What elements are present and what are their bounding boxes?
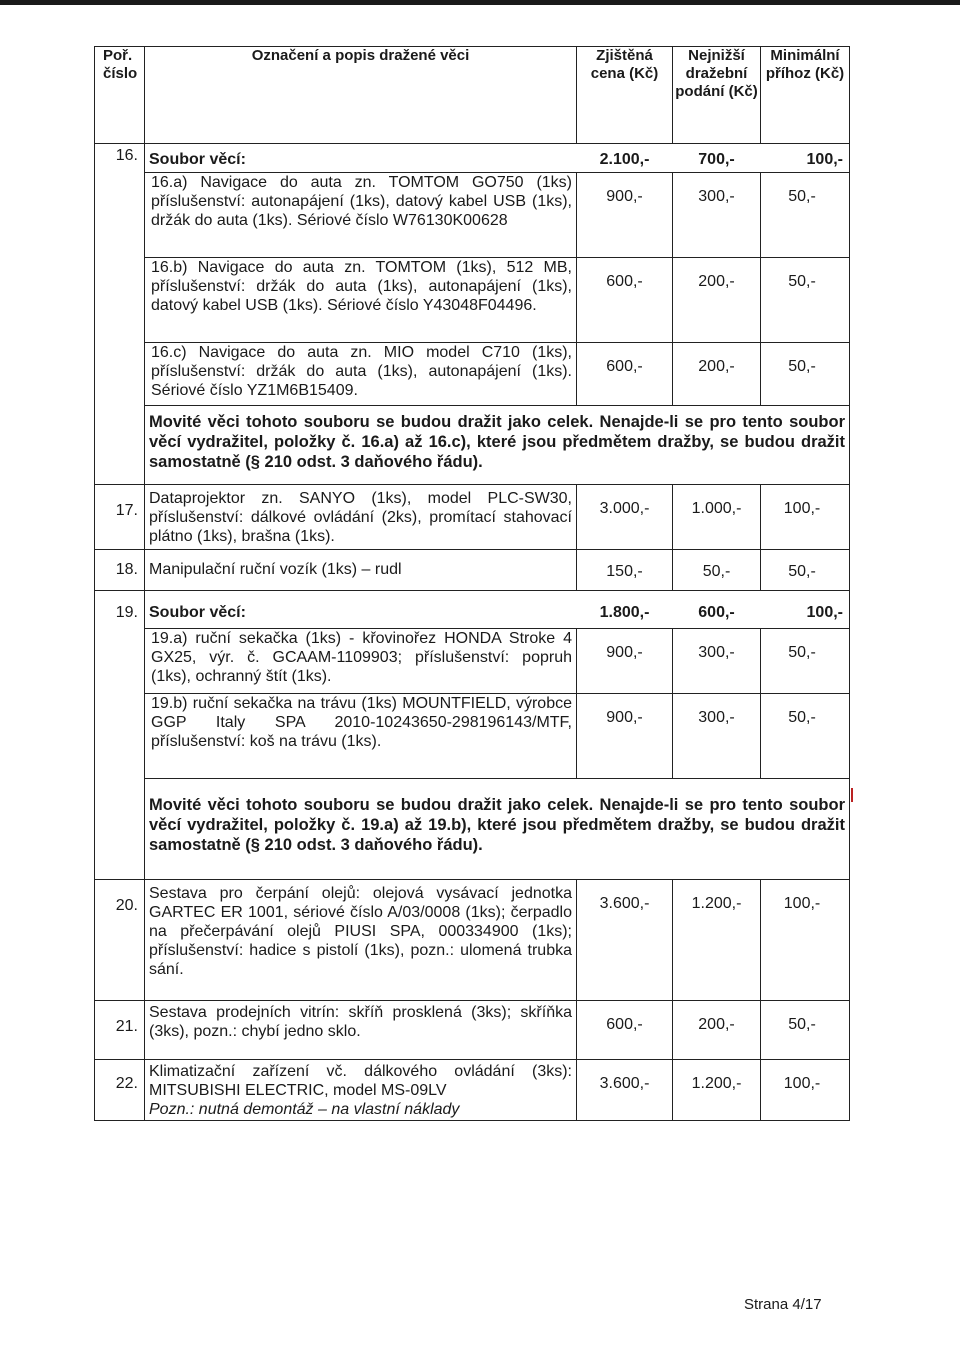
item-price: 3.000,-	[577, 485, 673, 550]
table-row-16b	[95, 258, 850, 343]
item-description	[145, 1060, 577, 1121]
page-top-border	[0, 0, 960, 5]
sub-item-increment: 50,-	[761, 343, 850, 406]
item-increment: 100,-	[761, 880, 850, 1001]
margin-mark	[851, 788, 853, 802]
set-note: Movité věci tohoto souboru se budou dražit jako celek. Nenajde-li se pro tento soubor věcí vydražitel, položky č. 19.a) až 19.b), které jsou předmětem dražby, se budou dražit samostatně (§ 210 odst. 3 daňového řádu).	[145, 779, 850, 880]
item-price: 150,-	[577, 550, 673, 591]
table-row-16c	[95, 343, 850, 406]
item-number: 17.	[95, 485, 145, 550]
item-description-main: Klimatizační zařízení vč. dálkového ovládání (3ks): MITSUBISHI ELECTRIC, model MS-09LV	[149, 1063, 572, 1099]
sub-item-increment: 50,-	[761, 629, 850, 694]
sub-item-min-bid: 300,-	[673, 694, 761, 779]
item-price: 2.100,-	[599, 151, 650, 168]
item-increment: 100,-	[761, 485, 850, 550]
table-row-19-note	[95, 779, 850, 880]
sub-item-price: 900,-	[577, 629, 673, 694]
item-description: Dataprojektor zn. SANYO (1ks), model PLC-SW30, příslušenství: dálkové ovládání (2ks), promítací stahovací plátno (1ks), brašna (1ks).	[145, 485, 577, 550]
item-number: 18.	[95, 550, 145, 591]
table-row-16	[95, 144, 850, 173]
sub-item-increment: 50,-	[761, 694, 850, 779]
item-number: 21.	[95, 1001, 145, 1060]
header-description: Označení a popis dražené věci	[145, 47, 577, 144]
table-row-19b	[95, 694, 850, 779]
item-min-bid: 600,-	[698, 604, 735, 621]
sub-item-price: 600,-	[577, 343, 673, 406]
table-row-16a	[95, 173, 850, 258]
item-number: 22.	[95, 1060, 145, 1121]
auction-items-table	[94, 46, 850, 1121]
header-item-number: Poř. číslo	[95, 47, 145, 144]
item-increment: 100,-	[761, 1060, 850, 1121]
item-title: Soubor věcí:	[149, 151, 246, 168]
item-number: 16.	[95, 144, 145, 173]
table-row-21	[95, 1001, 850, 1060]
item-min-bid: 700,-	[698, 151, 735, 168]
item-increment: 50,-	[761, 550, 850, 591]
item-price: 1.800,-	[599, 604, 650, 621]
sub-item-description: 16.b) Navigace do auta zn. TOMTOM (1ks), 512 MB, příslušenství: držák do auta (1ks), autonapájení (1ks), datový kabel USB (1ks). Sériové číslo Y43048F04496.	[145, 258, 577, 343]
item-description-note: Pozn.: nutná demontáž – na vlastní náklady	[149, 1101, 460, 1118]
sub-item-min-bid: 300,-	[673, 629, 761, 694]
item-description: Sestava prodejních vitrín: skříň prosklená (3ks); skříňka (3ks), pozn.: chybí jedno sklo.	[145, 1001, 577, 1060]
sub-item-description: 16.c) Navigace do auta zn. MIO model C710 (1ks), příslušenství: držák do auta (1ks), autonapájení (1ks). Sériové číslo YZ1M6B15409.	[145, 343, 577, 406]
item-description: Sestava pro čerpání olejů: olejová vysávací jednotka GARTEC ER 1001, sériové číslo A/03/0008 (1ks); čerpadlo na přečerpávání olejů PIUSI SPA, 000334900 (1ks); příslušenství: hadice s pistolí (1ks), pozn.: ulomená trubka sání.	[145, 880, 577, 1001]
table-row-16-note	[95, 406, 850, 485]
table-row-19	[95, 591, 850, 629]
table-row-19a	[95, 629, 850, 694]
item-min-bid: 1.000,-	[673, 485, 761, 550]
sub-item-description: 16.a) Navigace do auta zn. TOMTOM GO750 (1ks) příslušenství: autonapájení (1ks), datový kabel USB (1ks), držák do auta (1ks). Sériové číslo W76130K00628	[145, 173, 577, 258]
table-row-17	[95, 485, 850, 550]
sub-item-min-bid: 300,-	[673, 173, 761, 258]
sub-item-increment: 50,-	[761, 258, 850, 343]
set-note: Movité věci tohoto souboru se budou dražit jako celek. Nenajde-li se pro tento soubor věcí vydražitel, položky č. 16.a) až 16.c), které jsou předmětem dražby, se budou dražit samostatně (§ 210 odst. 3 daňového řádu).	[145, 406, 850, 485]
sub-item-description: 19.a) ruční sekačka (1ks) - křovinořez HONDA Stroke 4 GX25, výr. č. GCAAM-1109903; příslušenství: popruh (1ks), ochranný štít (1ks).	[145, 629, 577, 694]
sub-item-description: 19.b) ruční sekačka na trávu (1ks) MOUNTFIELD, výrobce GGP Italy SPA 2010-10243650-298196143/MTF, příslušenství: koš na trávu (1ks).	[145, 694, 577, 779]
item-increment: 100,-	[761, 144, 850, 173]
item-number: 20.	[95, 880, 145, 1001]
table-row-22	[95, 1060, 850, 1121]
sub-item-increment: 50,-	[761, 173, 850, 258]
table-row-18	[95, 550, 850, 591]
item-price: 600,-	[577, 1001, 673, 1060]
item-price: 3.600,-	[577, 1060, 673, 1121]
item-increment: 100,-	[761, 591, 850, 629]
sub-item-price: 900,-	[577, 173, 673, 258]
item-min-bid: 1.200,-	[673, 1060, 761, 1121]
item-number: 19.	[95, 591, 145, 629]
header-price: Zjištěná cena (Kč)	[577, 47, 673, 144]
item-title: Soubor věcí:	[149, 604, 246, 621]
item-description: Manipulační ruční vozík (1ks) – rudl	[145, 550, 577, 591]
item-min-bid: 50,-	[673, 550, 761, 591]
item-price: 3.600,-	[577, 880, 673, 1001]
header-min-bid: Nejnižší dražební podání (Kč)	[673, 47, 761, 144]
item-min-bid: 200,-	[673, 1001, 761, 1060]
item-increment: 50,-	[761, 1001, 850, 1060]
table-row-20	[95, 880, 850, 1001]
sub-item-price: 900,-	[577, 694, 673, 779]
sub-item-min-bid: 200,-	[673, 343, 761, 406]
sub-item-price: 600,-	[577, 258, 673, 343]
page-number: Strana 4/17	[744, 1296, 822, 1313]
sub-item-min-bid: 200,-	[673, 258, 761, 343]
header-increment: Minimální příhoz (Kč)	[761, 47, 850, 144]
item-min-bid: 1.200,-	[673, 880, 761, 1001]
table-header	[95, 47, 850, 144]
